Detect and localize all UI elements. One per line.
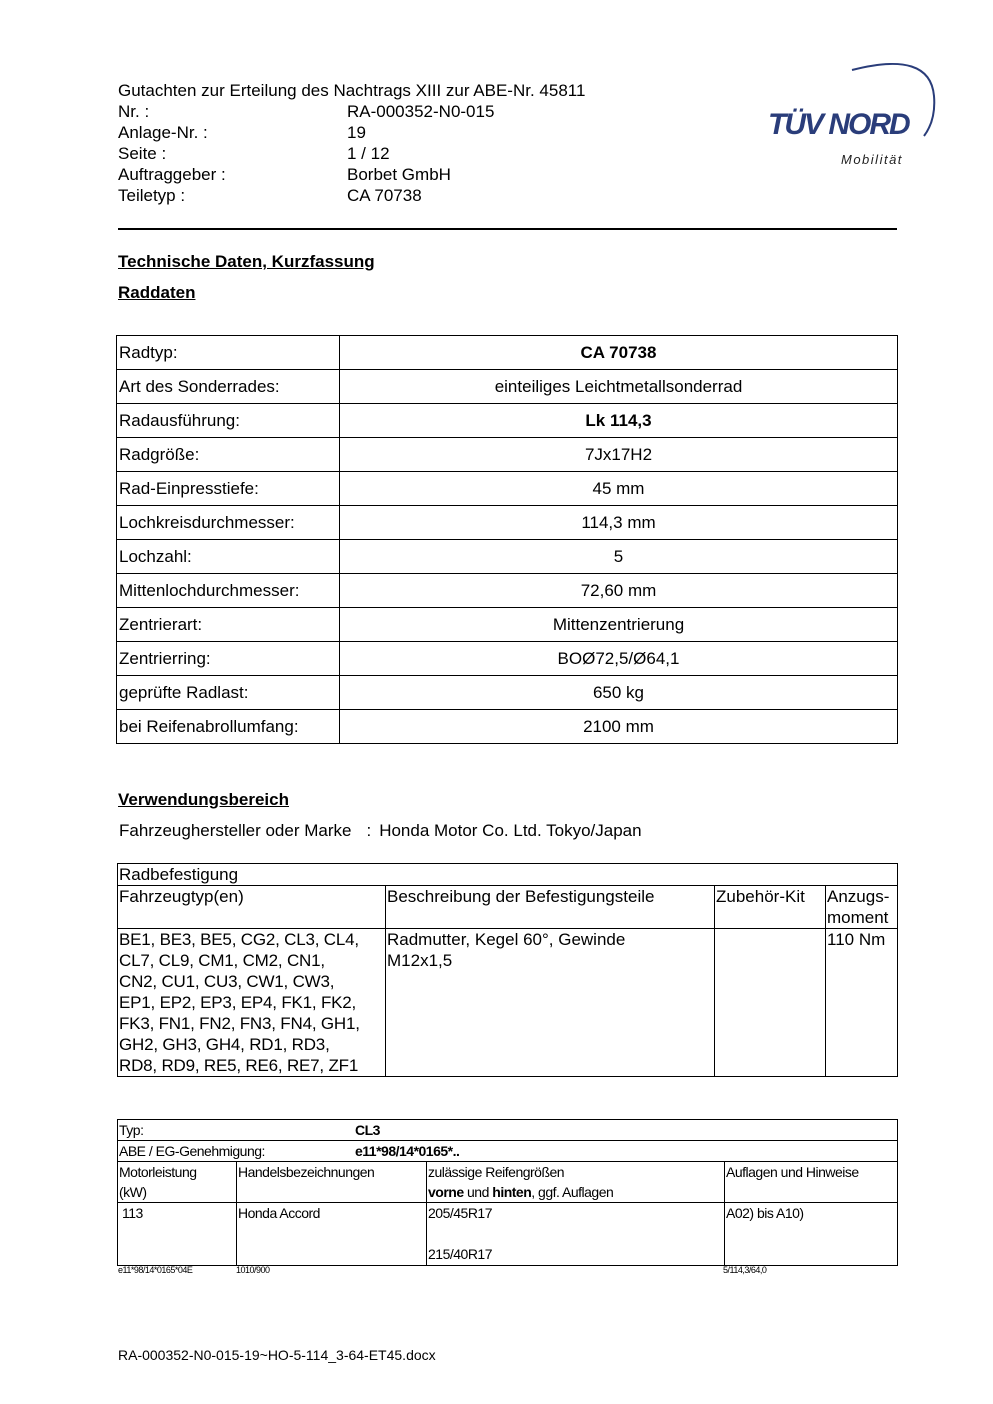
maker-separator: : [366, 821, 372, 840]
header-row-value: 1 / 12 [347, 144, 390, 163]
raddaten-row [117, 608, 898, 642]
raddaten-table [116, 335, 898, 744]
raddaten-value: 7Jx17H2 [340, 438, 898, 472]
header-zubehoer-kit: Zubehör-Kit [715, 886, 826, 929]
raddaten-row [117, 336, 898, 370]
maker-line [119, 821, 642, 841]
raddaten-value: 5 [340, 540, 898, 574]
raddaten-value: 72,60 mm [340, 574, 898, 608]
raddaten-row [117, 370, 898, 404]
header-row-value: Borbet GmbH [347, 165, 451, 184]
header-row-value: 19 [347, 123, 366, 142]
cell-anzugsmoment: 110 Nm [826, 929, 898, 1077]
document-filename: RA-000352-N0-015-19~HO-5-114_3-64-ET45.docx [118, 1347, 436, 1363]
header-reifengroessen-line1: zulässige Reifengrößen [428, 1164, 565, 1180]
raddaten-key: Zentrierring: [117, 642, 340, 676]
tyre-size-2: 215/40R17 [428, 1246, 493, 1262]
header-row-value: CA 70738 [347, 186, 422, 205]
header-beschreibung: Beschreibung der Befestigungsteile [386, 886, 715, 929]
header-hinten: hinten [492, 1184, 532, 1200]
header-row-label: Nr. : [118, 102, 150, 121]
radbefestigung-table [117, 863, 898, 1077]
raddaten-key: Radausführung: [117, 404, 340, 438]
header-ggf-auflagen: , ggf. Auflagen [531, 1184, 614, 1200]
header-row [118, 122, 585, 143]
header-reifengroessen [427, 1162, 725, 1203]
raddaten-value: 2100 mm [340, 710, 898, 744]
raddaten-value: einteiliges Leichtmetallsonderrad [340, 370, 898, 404]
logo-subtitle: Mobilität [841, 152, 903, 167]
header-row-label: Seite : [118, 144, 167, 163]
cell-beschreibung: Radmutter, Kegel 60°, Gewinde M12x1,5 [386, 929, 715, 1077]
raddaten-row [117, 540, 898, 574]
header-fahrzeugtypen: Fahrzeugtyp(en) [118, 886, 386, 929]
raddaten-key: Art des Sonderrades: [117, 370, 340, 404]
raddaten-row [117, 676, 898, 710]
typ-label: Typ: [119, 1122, 144, 1138]
header-auflagen-hinweise: Auflagen und Hinweise [725, 1162, 898, 1203]
cell-auflagen: A02) bis A10) [725, 1203, 898, 1266]
typ-row [118, 1120, 898, 1141]
raddaten-row [117, 472, 898, 506]
raddaten-row [117, 404, 898, 438]
raddaten-key: geprüfte Radlast: [117, 676, 340, 710]
header-motorleistung: Motorleistung (kW) [118, 1162, 237, 1203]
abe-value: e11*98/14*0165*.. [355, 1143, 460, 1159]
tyre-size-1: 205/45R17 [428, 1205, 493, 1221]
raddaten-key: Lochzahl: [117, 540, 340, 574]
raddaten-value: BOØ72,5/Ø64,1 [340, 642, 898, 676]
header-row-label: Teiletyp : [118, 186, 186, 205]
header-row [118, 185, 585, 206]
footer-code-c: 5/114,3/64,0 [723, 1265, 767, 1275]
cell-reifengroessen [427, 1203, 725, 1266]
raddaten-row [117, 506, 898, 540]
header-row [118, 143, 585, 164]
cell-handelsbezeichnung: Honda Accord [237, 1203, 427, 1266]
cell-fahrzeugtypen: BE1, BE3, BE5, CG2, CL3, CL4, CL7, CL9, CM1, CM2, CN1, CN2, CU1, CU3, CW1, CW3, EP1, EP2, EP3, EP4, FK1, FK2, FK3, FN1, FN2, FN3, FN4, GH1, GH2, GH3, GH4, RD1, RD3, RD8, RD9, RE5, RE6, RE7, ZF1 [118, 929, 386, 1077]
header-row-value: RA-000352-N0-015 [347, 102, 495, 121]
raddaten-row [117, 438, 898, 472]
raddaten-row [117, 710, 898, 744]
raddaten-key: Rad-Einpresstiefe: [117, 472, 340, 506]
footer-code-b: 1010/900 [236, 1265, 270, 1275]
radbefestigung-title: Radbefestigung [118, 864, 898, 886]
section-subtitle-raddaten: Raddaten [118, 283, 196, 302]
abe-row [118, 1141, 898, 1162]
cell-zubehoer-kit [715, 929, 826, 1077]
maker-value: Honda Motor Co. Ltd. Tokyo/Japan [379, 821, 642, 840]
tuv-nord-logo [740, 58, 940, 173]
header-row [118, 101, 585, 122]
raddaten-value: 650 kg [340, 676, 898, 710]
header-row-label: Anlage-Nr. : [118, 123, 208, 142]
raddaten-value: 45 mm [340, 472, 898, 506]
header-row-label: Auftraggeber : [118, 165, 226, 184]
section-title-verwendungsbereich: Verwendungsbereich [118, 790, 289, 809]
raddaten-value: CA 70738 [340, 336, 898, 370]
raddaten-value: Mittenzentrierung [340, 608, 898, 642]
raddaten-value: Lk 114,3 [340, 404, 898, 438]
header-vorne: vorne [428, 1184, 464, 1200]
document-header [118, 80, 585, 206]
logo-wordmark: TÜV NORD [768, 108, 909, 141]
raddaten-row [117, 574, 898, 608]
raddaten-key: Lochkreisdurchmesser: [117, 506, 340, 540]
raddaten-value: 114,3 mm [340, 506, 898, 540]
header-divider [118, 228, 897, 230]
raddaten-key: Radgröße: [117, 438, 340, 472]
maker-label: Fahrzeughersteller oder Marke [119, 821, 352, 840]
raddaten-row [117, 642, 898, 676]
raddaten-key: bei Reifenabrollumfang: [117, 710, 340, 744]
header-anzugsmoment: Anzugs- moment [826, 886, 898, 929]
header-handelsbezeichnungen: Handelsbezeichnungen [237, 1162, 427, 1203]
abe-label: ABE / EG-Genehmigung: [119, 1143, 265, 1159]
raddaten-key: Mittenlochdurchmesser: [117, 574, 340, 608]
typ-table [117, 1119, 898, 1266]
section-title-technische-daten: Technische Daten, Kurzfassung [118, 252, 375, 271]
raddaten-key: Radtyp: [117, 336, 340, 370]
header-row [118, 164, 585, 185]
cell-motorleistung: 113 [118, 1203, 237, 1266]
header-und: und [463, 1184, 493, 1200]
raddaten-key: Zentrierart: [117, 608, 340, 642]
footer-code-a: e11*98/14*0165*04E [118, 1265, 193, 1275]
typ-value: CL3 [355, 1122, 380, 1138]
document-title: Gutachten zur Erteilung des Nachtrags XIII zur ABE-Nr. 45811 [118, 81, 586, 100]
